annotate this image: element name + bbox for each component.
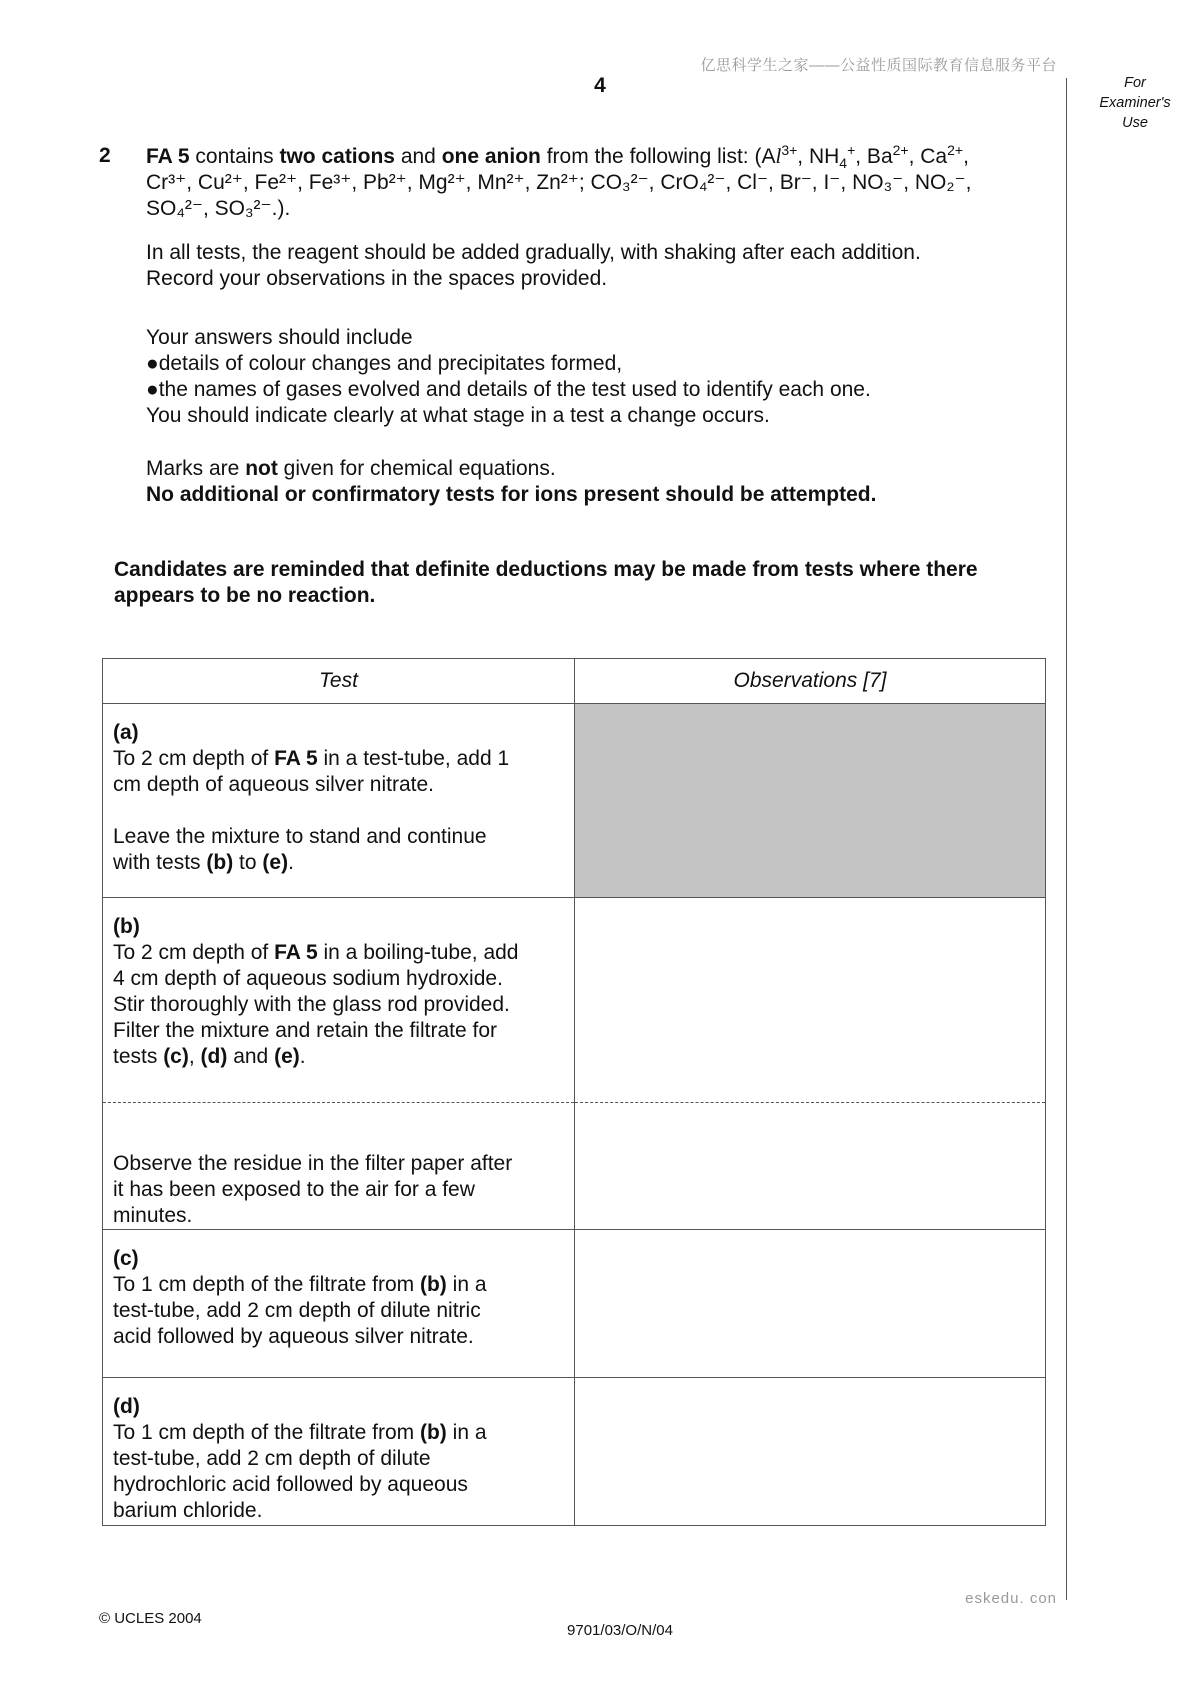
table-row xyxy=(103,1103,1046,1230)
question-line-1: FA 5 contains two cations and one anion from the following list: ($Al^{3+}$, $NH_4^+$, $Ba^{2+}$, $Ca^{2+}$, xyxy=(146,142,969,172)
test-text-a: To 2 cm depth of FA 5 in a test-tube, add 1 cm depth of aqueous silver nitrate. Leave the mixture to stand and continue with tests (b) to (e). xyxy=(113,747,510,874)
header-observations: Observations [7] xyxy=(575,659,1046,704)
instruction-line-1: In all tests, the reagent should be added gradually, with shaking after each addition. xyxy=(146,241,921,264)
bullet-item xyxy=(146,377,1046,403)
question-intro xyxy=(146,143,1046,222)
table-row xyxy=(103,1378,1046,1526)
test-text-b-residue: Observe the residue in the filter paper after it has been exposed to the air for a few minutes. xyxy=(113,1152,513,1227)
text-and: and xyxy=(394,145,442,168)
test-cell-a xyxy=(103,704,575,898)
marks-post: given for chemical equations. xyxy=(277,457,556,480)
question-line-2: Cr³⁺, Cu²⁺, Fe²⁺, Fe³⁺, Pb²⁺, Mg²⁺, Mn²⁺, Zn²⁺; CO₃²⁻, CrO₄²⁻, Cl⁻, Br⁻, I⁻, NO₃⁻, NO₂⁻, xyxy=(146,171,972,194)
table-row xyxy=(103,704,1046,898)
header-test: Test xyxy=(103,659,575,704)
marks-not: not xyxy=(245,457,278,480)
table-header-row xyxy=(103,659,1046,704)
observation-cell-b[interactable] xyxy=(575,898,1046,1103)
text-from-list: from the following list: (A xyxy=(540,145,776,168)
answers-intro: Your answers should include xyxy=(146,326,413,349)
test-observation-table xyxy=(102,658,1046,1526)
examiner-use-label xyxy=(1085,73,1185,133)
marks-pre: Marks are xyxy=(146,457,246,480)
copyright: © UCLES 2004 xyxy=(99,1610,202,1627)
row-label: (d) xyxy=(113,1395,140,1418)
examiner-line-1: For xyxy=(1124,75,1146,91)
instructions-block-1 xyxy=(146,240,1046,292)
page-number: 4 xyxy=(594,74,606,97)
stage-line: You should indicate clearly at what stage in a test a change occurs. xyxy=(146,404,770,427)
observation-cell-b-residue[interactable] xyxy=(575,1103,1046,1230)
bullet-item xyxy=(146,351,1046,377)
italic-l: l xyxy=(775,144,782,168)
observation-cell-c[interactable] xyxy=(575,1230,1046,1378)
table-row xyxy=(103,898,1046,1103)
candidates-reminder: Candidates are reminded that definite deductions may be made from tests where there appears to be no reaction. xyxy=(114,558,978,607)
test-cell-c xyxy=(103,1230,575,1378)
row-label: (c) xyxy=(113,1247,139,1270)
marks-line xyxy=(146,456,1046,482)
text-contains: contains xyxy=(189,145,280,168)
examiner-line-3: Use xyxy=(1122,115,1148,131)
question-line-3: SO₄²⁻, SO₃²⁻.). xyxy=(146,197,291,220)
test-cell-b-residue xyxy=(103,1103,575,1230)
no-additional-tests: No additional or confirmatory tests for ions present should be attempted. xyxy=(146,483,877,506)
examiner-line-2: Examiner's xyxy=(1099,95,1171,111)
margin-rule xyxy=(1066,78,1067,1600)
bullet-text: the names of gases evolved and details of the test used to identify each one. xyxy=(158,378,871,401)
test-cell-d xyxy=(103,1378,575,1526)
observation-cell-d[interactable] xyxy=(575,1378,1046,1526)
two-cations: two cations xyxy=(279,145,395,168)
instructions-block-2 xyxy=(146,325,1046,429)
test-text-c: To 1 cm depth of the filtrate from (b) in a test-tube, add 2 cm depth of dilute nitric acid followed by aqueous silver nitrate. xyxy=(113,1273,487,1348)
instruction-line-2: Record your observations in the spaces provided. xyxy=(146,267,608,290)
bullet-text: details of colour changes and precipitates formed, xyxy=(158,352,623,375)
fa5-label: FA 5 xyxy=(146,145,190,168)
paper-code: 9701/03/O/N/04 xyxy=(567,1622,673,1639)
bullet-icon: ● xyxy=(146,378,159,401)
site-watermark: eskedu. con xyxy=(965,1590,1057,1607)
table-row xyxy=(103,1230,1046,1378)
test-cell-b xyxy=(103,898,575,1103)
instructions-block-3 xyxy=(146,456,1046,508)
row-label: (a) xyxy=(113,721,139,744)
observation-cell-a-shaded xyxy=(575,704,1046,898)
one-anion: one anion xyxy=(441,145,541,168)
test-text-b: To 2 cm depth of FA 5 in a boiling-tube, add 4 cm depth of aqueous sodium hydroxide. Stir thoroughly with the glass rod provided. Filter the mixture and retain the filtrate for tests (c), (d) and (e). xyxy=(113,941,519,1068)
question-number: 2 xyxy=(99,144,111,167)
watermark-text: 亿思科学生之家——公益性质国际教育信息服务平台 xyxy=(700,57,1057,74)
test-text-d: To 1 cm depth of the filtrate from (b) in a test-tube, add 2 cm depth of dilute hydrochloric acid followed by aqueous barium chloride. xyxy=(113,1421,487,1522)
bullet-icon: ● xyxy=(146,352,159,375)
row-label: (b) xyxy=(113,915,140,938)
